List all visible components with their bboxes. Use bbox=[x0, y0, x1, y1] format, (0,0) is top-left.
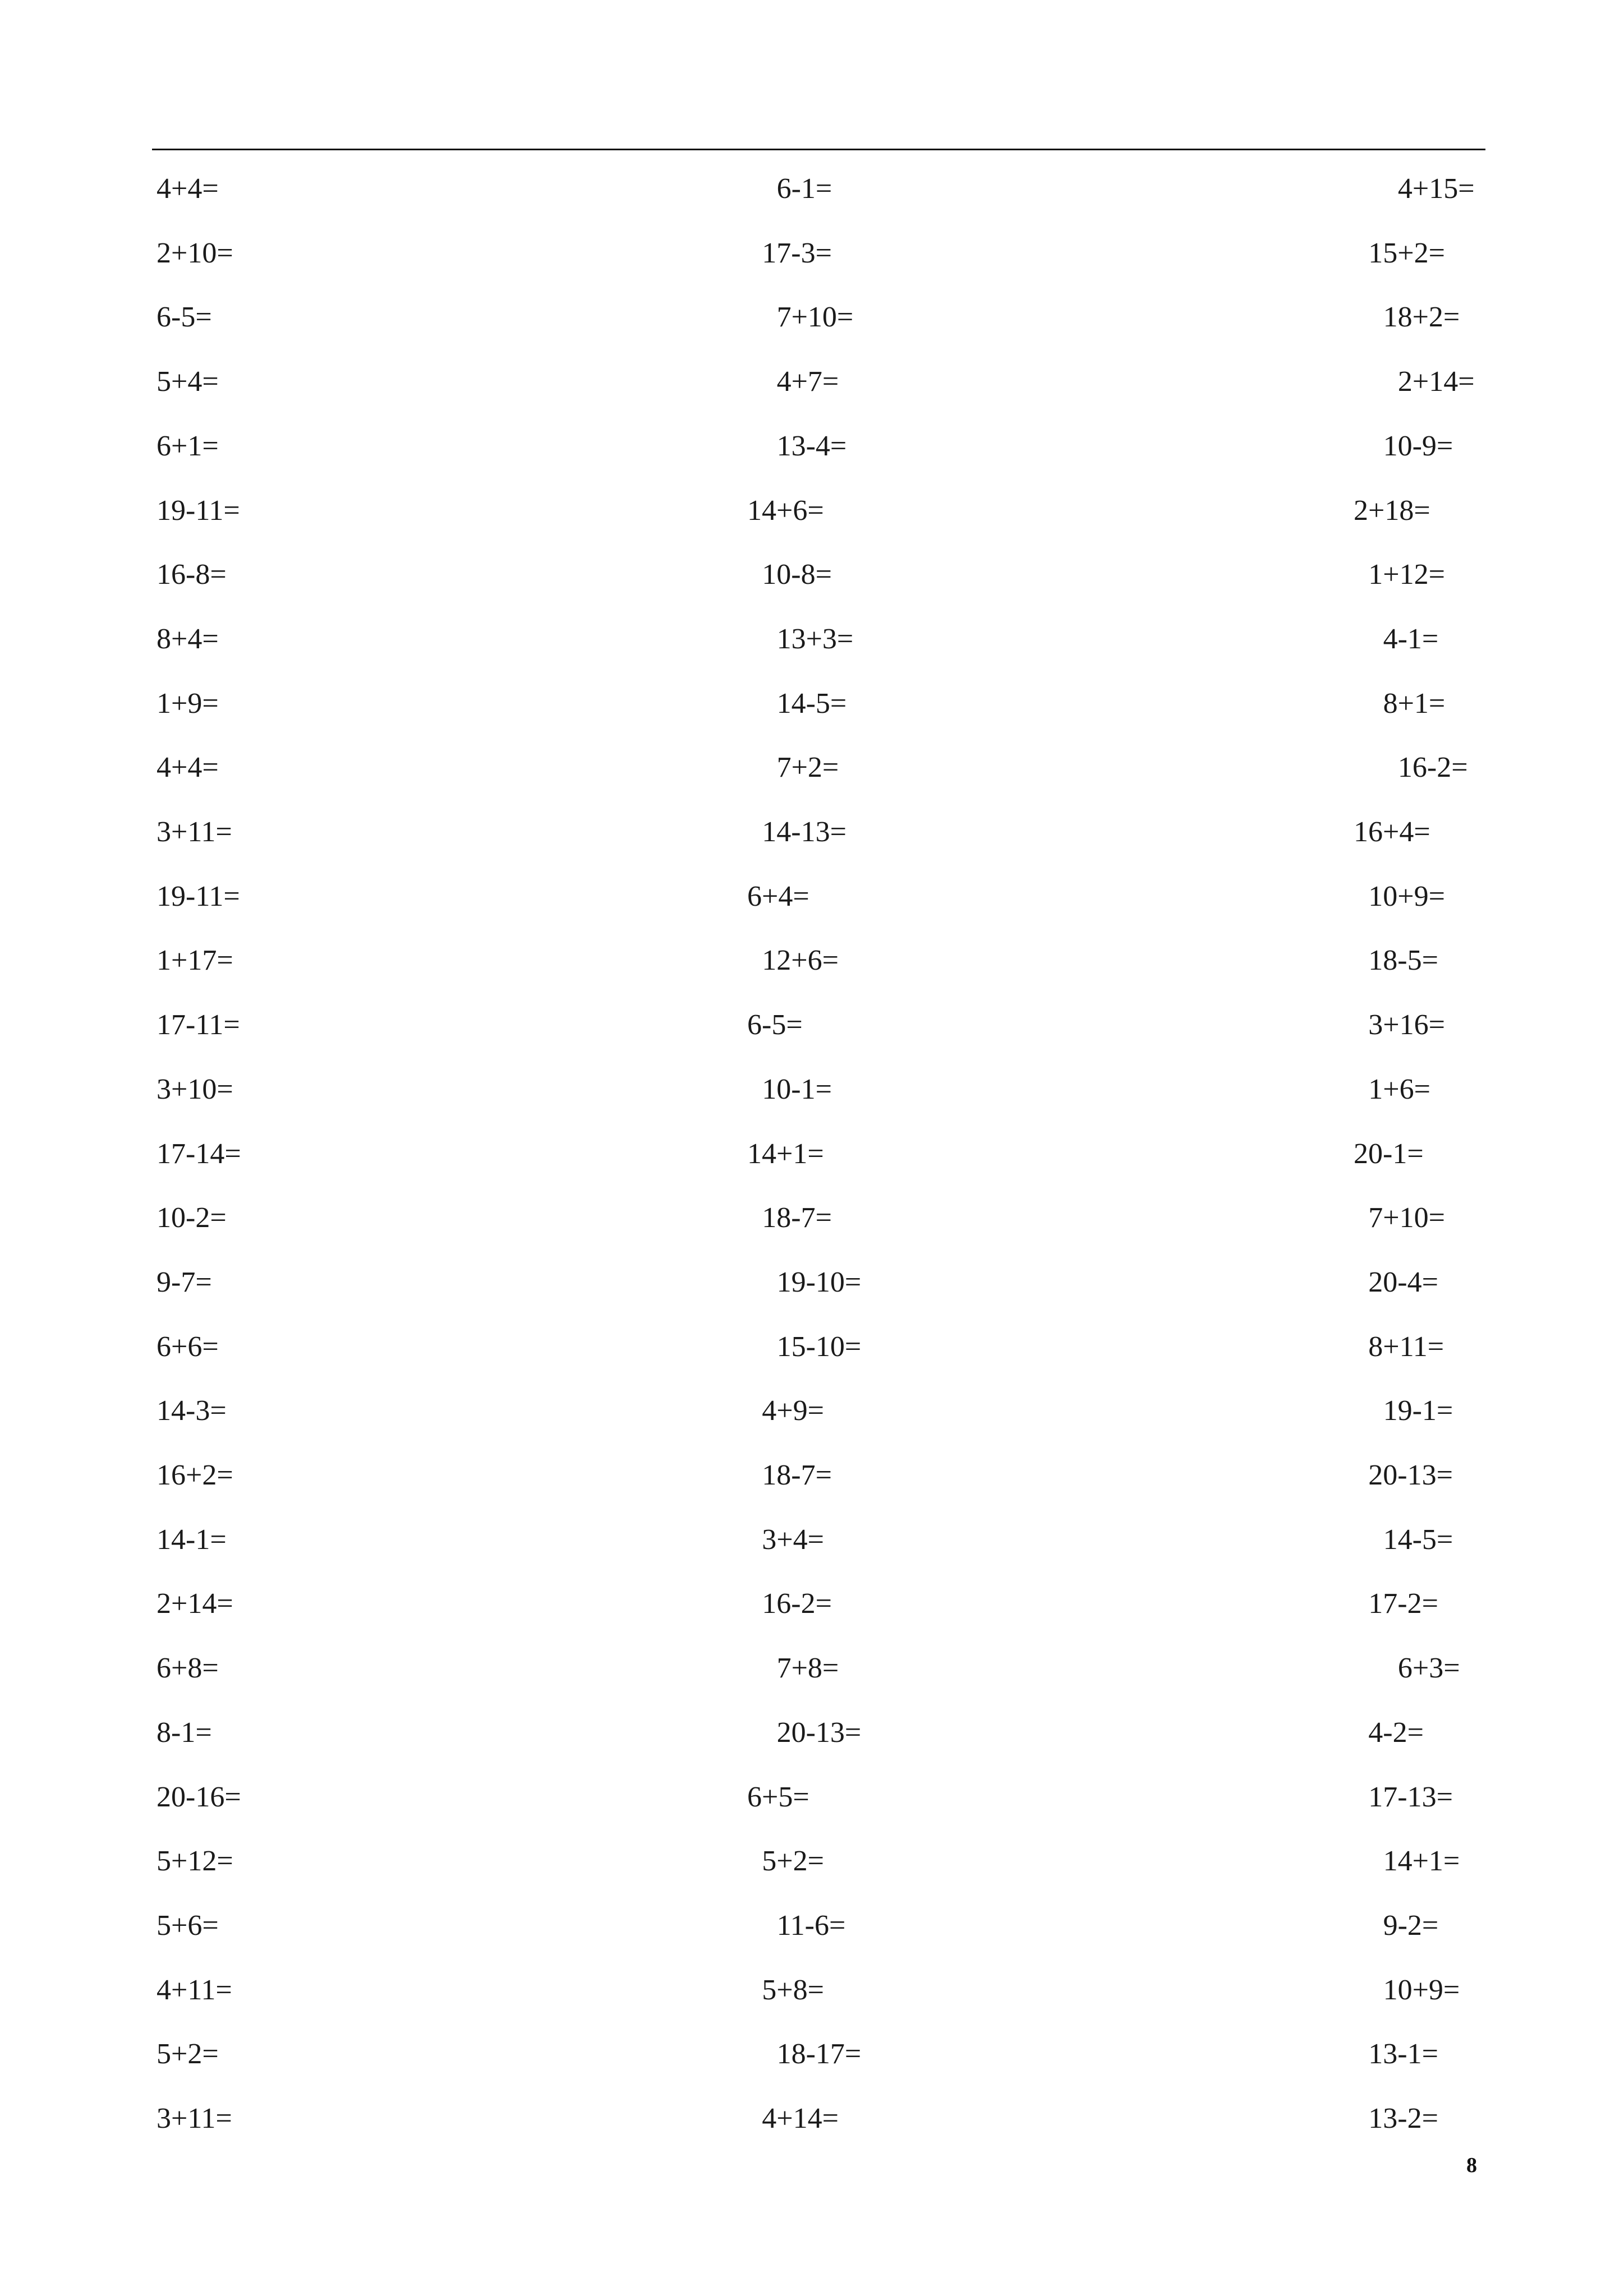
arithmetic-problem: 16-2= bbox=[1397, 751, 1468, 784]
arithmetic-problem: 18-5= bbox=[1368, 944, 1438, 977]
problem-row bbox=[0, 623, 1624, 656]
arithmetic-problem: 8+4= bbox=[157, 623, 219, 655]
arithmetic-problem: 7+2= bbox=[776, 751, 839, 784]
arithmetic-problem: 5+2= bbox=[157, 2038, 219, 2071]
arithmetic-problem: 6-5= bbox=[157, 301, 212, 334]
arithmetic-problem: 2+10= bbox=[157, 237, 233, 269]
problem-row bbox=[0, 2037, 1624, 2071]
arithmetic-problem: 14-5= bbox=[776, 687, 847, 720]
problem-row bbox=[0, 815, 1624, 849]
problem-row bbox=[0, 1459, 1624, 1492]
arithmetic-problem: 7+10= bbox=[1368, 1202, 1445, 1234]
arithmetic-problem: 14+1= bbox=[747, 1137, 824, 1170]
arithmetic-problem: 14+1= bbox=[1383, 1845, 1460, 1878]
arithmetic-problem: 6+8= bbox=[157, 1652, 219, 1685]
arithmetic-problem: 4-2= bbox=[1368, 1716, 1424, 1749]
arithmetic-problem: 10-2= bbox=[157, 1202, 227, 1234]
arithmetic-problem: 18-17= bbox=[776, 2038, 862, 2071]
arithmetic-problem: 4+14= bbox=[762, 2103, 839, 2134]
arithmetic-problem: 14-1= bbox=[157, 1523, 227, 1556]
page-number: 8 bbox=[1466, 2154, 1477, 2177]
problem-row bbox=[0, 944, 1624, 978]
arithmetic-problem: 4-1= bbox=[1383, 623, 1439, 655]
arithmetic-problem: 19-10= bbox=[776, 1266, 862, 1298]
arithmetic-problem: 6-1= bbox=[776, 173, 832, 205]
problem-row bbox=[0, 301, 1624, 334]
arithmetic-problem: 5+8= bbox=[762, 1974, 824, 2006]
arithmetic-problem: 14+6= bbox=[747, 494, 824, 527]
arithmetic-problem: 16-2= bbox=[762, 1588, 832, 1620]
arithmetic-problem: 11-6= bbox=[776, 1909, 846, 1942]
arithmetic-problem: 13-4= bbox=[776, 430, 847, 462]
arithmetic-problem: 6+1= bbox=[157, 430, 219, 462]
arithmetic-problem: 9-2= bbox=[1383, 1909, 1439, 1942]
arithmetic-problem: 16-8= bbox=[157, 559, 227, 591]
problem-row bbox=[0, 751, 1624, 785]
arithmetic-problem: 6-5= bbox=[747, 1009, 803, 1041]
arithmetic-problem: 3+4= bbox=[762, 1523, 824, 1556]
arithmetic-problem: 4+15= bbox=[1397, 173, 1475, 205]
arithmetic-problem: 3+11= bbox=[157, 2103, 232, 2134]
problem-row bbox=[0, 1781, 1624, 1814]
arithmetic-problem: 5+6= bbox=[157, 1909, 219, 1942]
arithmetic-problem: 13-1= bbox=[1368, 2038, 1438, 2071]
arithmetic-problem: 4+4= bbox=[157, 173, 219, 205]
arithmetic-problem: 15-10= bbox=[776, 1330, 862, 1363]
problem-row bbox=[0, 1974, 1624, 2007]
arithmetic-problem: 7+10= bbox=[776, 301, 854, 334]
arithmetic-problem: 8+11= bbox=[1368, 1330, 1444, 1363]
arithmetic-problem: 17-14= bbox=[157, 1137, 241, 1170]
arithmetic-problem: 14-13= bbox=[762, 816, 846, 848]
arithmetic-problem: 20-13= bbox=[1368, 1459, 1453, 1491]
arithmetic-problem: 13-2= bbox=[1368, 2103, 1438, 2134]
arithmetic-problem: 10-8= bbox=[762, 559, 832, 591]
problem-row bbox=[0, 494, 1624, 528]
problem-row bbox=[0, 172, 1624, 206]
problem-row bbox=[0, 1394, 1624, 1428]
arithmetic-problem: 2+18= bbox=[1354, 494, 1430, 527]
problem-row bbox=[0, 1266, 1624, 1299]
problem-row bbox=[0, 430, 1624, 463]
arithmetic-problem: 15+2= bbox=[1368, 237, 1445, 269]
arithmetic-problem: 6+4= bbox=[747, 880, 809, 912]
arithmetic-problem: 4+7= bbox=[776, 366, 839, 398]
arithmetic-problem: 7+8= bbox=[776, 1652, 839, 1685]
arithmetic-problem: 1+9= bbox=[157, 687, 219, 720]
arithmetic-problem: 4+11= bbox=[157, 1974, 232, 2006]
arithmetic-problem: 1+17= bbox=[157, 944, 233, 977]
problem-row bbox=[0, 1716, 1624, 1750]
arithmetic-problem: 1+6= bbox=[1368, 1073, 1430, 1105]
arithmetic-problem: 6+3= bbox=[1397, 1652, 1460, 1685]
arithmetic-problem: 14-3= bbox=[157, 1395, 227, 1427]
arithmetic-problem: 10-9= bbox=[1383, 430, 1453, 462]
arithmetic-problem: 2+14= bbox=[157, 1588, 233, 1620]
problem-row bbox=[0, 880, 1624, 914]
arithmetic-problem: 18-7= bbox=[762, 1459, 832, 1491]
arithmetic-problem: 20-13= bbox=[776, 1716, 862, 1749]
arithmetic-problem: 6+5= bbox=[747, 1781, 809, 1813]
arithmetic-problem: 5+2= bbox=[762, 1845, 824, 1878]
problem-row bbox=[0, 2102, 1624, 2136]
problem-row bbox=[0, 1201, 1624, 1235]
arithmetic-problem: 8-1= bbox=[157, 1716, 212, 1749]
arithmetic-problem: 16+4= bbox=[1354, 816, 1430, 848]
problem-row bbox=[0, 1845, 1624, 1878]
arithmetic-problem: 16+2= bbox=[157, 1459, 233, 1491]
arithmetic-problem: 2+14= bbox=[1397, 366, 1475, 398]
arithmetic-problem: 19-11= bbox=[157, 494, 240, 527]
problem-row bbox=[0, 237, 1624, 270]
problem-row bbox=[0, 1073, 1624, 1106]
arithmetic-problem: 19-1= bbox=[1383, 1395, 1453, 1427]
problem-row bbox=[0, 365, 1624, 399]
arithmetic-problem: 3+16= bbox=[1368, 1009, 1445, 1041]
arithmetic-problem: 5+12= bbox=[157, 1845, 233, 1878]
arithmetic-problem: 17-11= bbox=[157, 1009, 240, 1041]
problem-row bbox=[0, 558, 1624, 592]
arithmetic-problem: 20-1= bbox=[1354, 1137, 1424, 1170]
arithmetic-problem: 8+1= bbox=[1383, 687, 1446, 720]
arithmetic-problem: 10-1= bbox=[762, 1073, 832, 1105]
arithmetic-problem: 10+9= bbox=[1383, 1974, 1460, 2006]
arithmetic-problem: 20-4= bbox=[1368, 1266, 1438, 1298]
problem-row bbox=[0, 687, 1624, 721]
arithmetic-problem: 5+4= bbox=[157, 366, 219, 398]
arithmetic-problem: 17-3= bbox=[762, 237, 832, 269]
problem-row bbox=[0, 1652, 1624, 1685]
arithmetic-problem: 6+6= bbox=[157, 1330, 219, 1363]
arithmetic-problem: 10+9= bbox=[1368, 880, 1445, 912]
arithmetic-problem: 3+11= bbox=[157, 816, 232, 848]
arithmetic-problem: 18+2= bbox=[1383, 301, 1460, 334]
arithmetic-problem: 19-11= bbox=[157, 880, 240, 912]
arithmetic-problem: 9-7= bbox=[157, 1266, 212, 1298]
problem-row bbox=[0, 1008, 1624, 1042]
problem-row bbox=[0, 1137, 1624, 1171]
arithmetic-problem: 17-2= bbox=[1368, 1588, 1438, 1620]
arithmetic-problem: 13+3= bbox=[776, 623, 854, 655]
problem-row bbox=[0, 1587, 1624, 1621]
arithmetic-problem: 12+6= bbox=[762, 944, 839, 977]
problem-row bbox=[0, 1523, 1624, 1557]
problem-row bbox=[0, 1330, 1624, 1364]
arithmetic-problem: 18-7= bbox=[762, 1202, 832, 1234]
arithmetic-problem: 1+12= bbox=[1368, 559, 1445, 591]
arithmetic-problem: 14-5= bbox=[1383, 1523, 1453, 1556]
arithmetic-problem: 4+9= bbox=[762, 1395, 824, 1427]
arithmetic-problem: 20-16= bbox=[157, 1781, 241, 1813]
arithmetic-problem: 3+10= bbox=[157, 1073, 233, 1105]
arithmetic-problem: 4+4= bbox=[157, 751, 219, 784]
problem-row bbox=[0, 1909, 1624, 1943]
arithmetic-problem: 17-13= bbox=[1368, 1781, 1453, 1813]
